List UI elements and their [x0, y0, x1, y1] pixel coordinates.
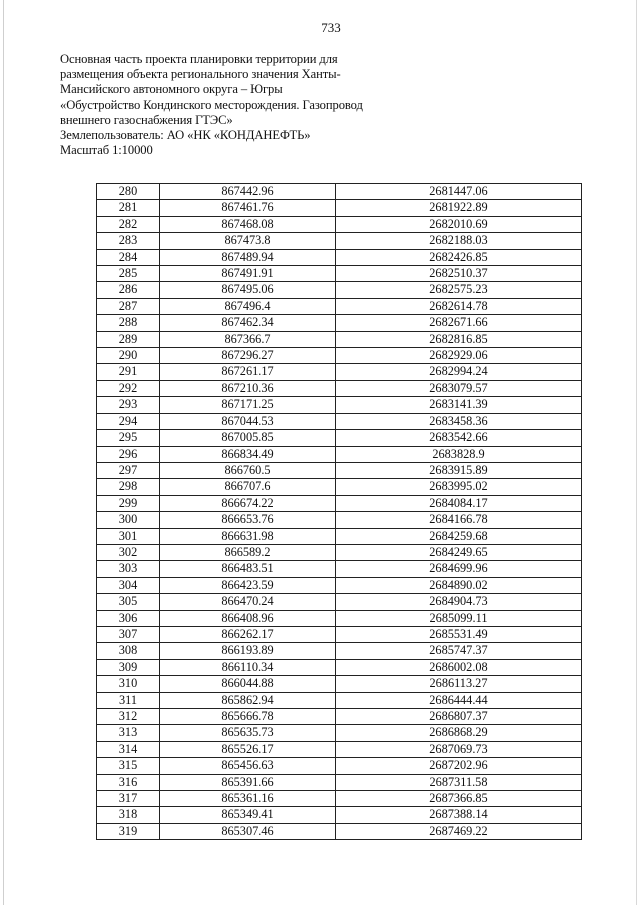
x-coordinate-cell: 865526.17: [160, 741, 336, 757]
table-row: [97, 315, 582, 331]
point-number-cell: 293: [97, 397, 160, 413]
table-row: [97, 774, 582, 790]
point-number-cell: 285: [97, 266, 160, 282]
point-number-cell: 292: [97, 380, 160, 396]
table-row: [97, 741, 582, 757]
y-coordinate-cell: 2683542.66: [336, 430, 582, 446]
y-coordinate-cell: 2682426.85: [336, 249, 582, 265]
point-number-cell: 319: [97, 823, 160, 839]
point-number-cell: 294: [97, 413, 160, 429]
table-row: [97, 184, 582, 200]
table-row: [97, 791, 582, 807]
point-number-cell: 307: [97, 626, 160, 642]
x-coordinate-cell: 867491.91: [160, 266, 336, 282]
x-coordinate-cell: 866707.6: [160, 479, 336, 495]
point-number-cell: 281: [97, 200, 160, 216]
x-coordinate-cell: 866193.89: [160, 643, 336, 659]
table-row: [97, 200, 582, 216]
table-row: [97, 610, 582, 626]
table-row: [97, 807, 582, 823]
table-row: [97, 659, 582, 675]
header-line: Масштаб 1:10000: [60, 143, 153, 158]
x-coordinate-cell: 867462.34: [160, 315, 336, 331]
y-coordinate-cell: 2684890.02: [336, 577, 582, 593]
coordinates-table-body: [97, 184, 582, 840]
point-number-cell: 296: [97, 446, 160, 462]
x-coordinate-cell: 866589.2: [160, 544, 336, 560]
point-number-cell: 313: [97, 725, 160, 741]
point-number-cell: 287: [97, 298, 160, 314]
coordinates-table: [96, 183, 582, 840]
y-coordinate-cell: 2682994.24: [336, 364, 582, 380]
y-coordinate-cell: 2681922.89: [336, 200, 582, 216]
header-line: Основная часть проекта планировки территории для: [60, 52, 338, 66]
y-coordinate-cell: 2683915.89: [336, 462, 582, 478]
table-row: [97, 348, 582, 364]
header-line: «Обустройство Кондинского месторождения. Газопровод: [60, 97, 363, 112]
table-row: [97, 446, 582, 462]
table-row: [97, 216, 582, 232]
header-line: Мансийского автономного округа – Югры: [60, 82, 283, 97]
table-row: [97, 413, 582, 429]
y-coordinate-cell: 2686113.27: [336, 676, 582, 692]
point-number-cell: 291: [97, 364, 160, 380]
point-number-cell: 299: [97, 495, 160, 511]
point-number-cell: 312: [97, 709, 160, 725]
y-coordinate-cell: 2687069.73: [336, 741, 582, 757]
x-coordinate-cell: 866483.51: [160, 561, 336, 577]
x-coordinate-cell: 866408.96: [160, 610, 336, 626]
header-line: внешнего газоснабжения ГТЭС»: [60, 112, 233, 127]
point-number-cell: 289: [97, 331, 160, 347]
y-coordinate-cell: 2684904.73: [336, 594, 582, 610]
x-coordinate-cell: 867296.27: [160, 348, 336, 364]
x-coordinate-cell: 866760.5: [160, 462, 336, 478]
header-line: Землепользователь: АО «НК «КОНДАНЕФТЬ»: [60, 128, 311, 143]
x-coordinate-cell: 867489.94: [160, 249, 336, 265]
y-coordinate-cell: 2682188.03: [336, 233, 582, 249]
x-coordinate-cell: 866044.88: [160, 676, 336, 692]
table-row: [97, 709, 582, 725]
x-coordinate-cell: 865349.41: [160, 807, 336, 823]
x-coordinate-cell: 865307.46: [160, 823, 336, 839]
y-coordinate-cell: 2683079.57: [336, 380, 582, 396]
y-coordinate-cell: 2682614.78: [336, 298, 582, 314]
point-number-cell: 280: [97, 184, 160, 200]
y-coordinate-cell: 2682010.69: [336, 216, 582, 232]
x-coordinate-cell: 867171.25: [160, 397, 336, 413]
y-coordinate-cell: 2687366.85: [336, 791, 582, 807]
y-coordinate-cell: 2686002.08: [336, 659, 582, 675]
x-coordinate-cell: 866470.24: [160, 594, 336, 610]
table-row: [97, 692, 582, 708]
table-row: [97, 282, 582, 298]
table-row: [97, 380, 582, 396]
y-coordinate-cell: 2685747.37: [336, 643, 582, 659]
point-number-cell: 318: [97, 807, 160, 823]
point-number-cell: 284: [97, 249, 160, 265]
point-number-cell: 288: [97, 315, 160, 331]
point-number-cell: 316: [97, 774, 160, 790]
y-coordinate-cell: 2682671.66: [336, 315, 582, 331]
x-coordinate-cell: 865391.66: [160, 774, 336, 790]
x-coordinate-cell: 865635.73: [160, 725, 336, 741]
table-row: [97, 479, 582, 495]
x-coordinate-cell: 866674.22: [160, 495, 336, 511]
table-row: [97, 462, 582, 478]
point-number-cell: 298: [97, 479, 160, 495]
point-number-cell: 297: [97, 462, 160, 478]
y-coordinate-cell: 2685099.11: [336, 610, 582, 626]
table-row: [97, 249, 582, 265]
x-coordinate-cell: 865456.63: [160, 758, 336, 774]
page-number: 733: [321, 20, 341, 35]
point-number-cell: 282: [97, 216, 160, 232]
point-number-cell: 304: [97, 577, 160, 593]
y-coordinate-cell: 2687388.14: [336, 807, 582, 823]
table-row: [97, 676, 582, 692]
y-coordinate-cell: 2683141.39: [336, 397, 582, 413]
y-coordinate-cell: 2683828.9: [336, 446, 582, 462]
x-coordinate-cell: 865862.94: [160, 692, 336, 708]
table-row: [97, 823, 582, 839]
y-coordinate-cell: 2687202.96: [336, 758, 582, 774]
y-coordinate-cell: 2684699.96: [336, 561, 582, 577]
y-coordinate-cell: 2686444.44: [336, 692, 582, 708]
y-coordinate-cell: 2686807.37: [336, 709, 582, 725]
y-coordinate-cell: 2687469.22: [336, 823, 582, 839]
point-number-cell: 302: [97, 544, 160, 560]
x-coordinate-cell: 867044.53: [160, 413, 336, 429]
x-coordinate-cell: 865666.78: [160, 709, 336, 725]
y-coordinate-cell: 2683458.36: [336, 413, 582, 429]
x-coordinate-cell: 867210.36: [160, 380, 336, 396]
x-coordinate-cell: 867468.08: [160, 216, 336, 232]
x-coordinate-cell: 867366.7: [160, 331, 336, 347]
table-row: [97, 544, 582, 560]
point-number-cell: 306: [97, 610, 160, 626]
x-coordinate-cell: 866110.34: [160, 659, 336, 675]
x-coordinate-cell: 867461.76: [160, 200, 336, 216]
x-coordinate-cell: 867495.06: [160, 282, 336, 298]
point-number-cell: 305: [97, 594, 160, 610]
x-coordinate-cell: 866262.17: [160, 626, 336, 642]
point-number-cell: 308: [97, 643, 160, 659]
y-coordinate-cell: 2685531.49: [336, 626, 582, 642]
point-number-cell: 309: [97, 659, 160, 675]
table-row: [97, 758, 582, 774]
x-coordinate-cell: 867005.85: [160, 430, 336, 446]
y-coordinate-cell: 2682929.06: [336, 348, 582, 364]
x-coordinate-cell: 867496.4: [160, 298, 336, 314]
table-row: [97, 364, 582, 380]
table-row: [97, 561, 582, 577]
x-coordinate-cell: 866834.49: [160, 446, 336, 462]
y-coordinate-cell: 2682575.23: [336, 282, 582, 298]
table-row: [97, 512, 582, 528]
point-number-cell: 301: [97, 528, 160, 544]
y-coordinate-cell: 2684249.65: [336, 544, 582, 560]
x-coordinate-cell: 867261.17: [160, 364, 336, 380]
point-number-cell: 317: [97, 791, 160, 807]
point-number-cell: 283: [97, 233, 160, 249]
table-row: [97, 594, 582, 610]
table-row: [97, 233, 582, 249]
point-number-cell: 295: [97, 430, 160, 446]
x-coordinate-cell: 867442.96: [160, 184, 336, 200]
table-row: [97, 331, 582, 347]
point-number-cell: 311: [97, 692, 160, 708]
x-coordinate-cell: 866653.76: [160, 512, 336, 528]
x-coordinate-cell: 866423.59: [160, 577, 336, 593]
table-row: [97, 266, 582, 282]
point-number-cell: 290: [97, 348, 160, 364]
point-number-cell: 310: [97, 676, 160, 692]
table-row: [97, 577, 582, 593]
x-coordinate-cell: 866631.98: [160, 528, 336, 544]
table-row: [97, 397, 582, 413]
y-coordinate-cell: 2686868.29: [336, 725, 582, 741]
x-coordinate-cell: 867473.8: [160, 233, 336, 249]
point-number-cell: 315: [97, 758, 160, 774]
table-row: [97, 298, 582, 314]
point-number-cell: 303: [97, 561, 160, 577]
y-coordinate-cell: 2682816.85: [336, 331, 582, 347]
y-coordinate-cell: 2684259.68: [336, 528, 582, 544]
header-line: размещения объекта регионального значения Ханты-: [60, 67, 341, 82]
point-number-cell: 286: [97, 282, 160, 298]
table-row: [97, 495, 582, 511]
table-row: [97, 626, 582, 642]
y-coordinate-cell: 2684084.17: [336, 495, 582, 511]
table-row: [97, 643, 582, 659]
y-coordinate-cell: 2682510.37: [336, 266, 582, 282]
table-row: [97, 528, 582, 544]
y-coordinate-cell: 2681447.06: [336, 184, 582, 200]
scan-edge-left: [3, 0, 4, 905]
x-coordinate-cell: 865361.16: [160, 791, 336, 807]
y-coordinate-cell: 2684166.78: [336, 512, 582, 528]
document-header: [60, 52, 380, 158]
point-number-cell: 300: [97, 512, 160, 528]
table-row: [97, 430, 582, 446]
table-row: [97, 725, 582, 741]
y-coordinate-cell: 2683995.02: [336, 479, 582, 495]
y-coordinate-cell: 2687311.58: [336, 774, 582, 790]
point-number-cell: 314: [97, 741, 160, 757]
scan-edge-right: [636, 0, 637, 905]
